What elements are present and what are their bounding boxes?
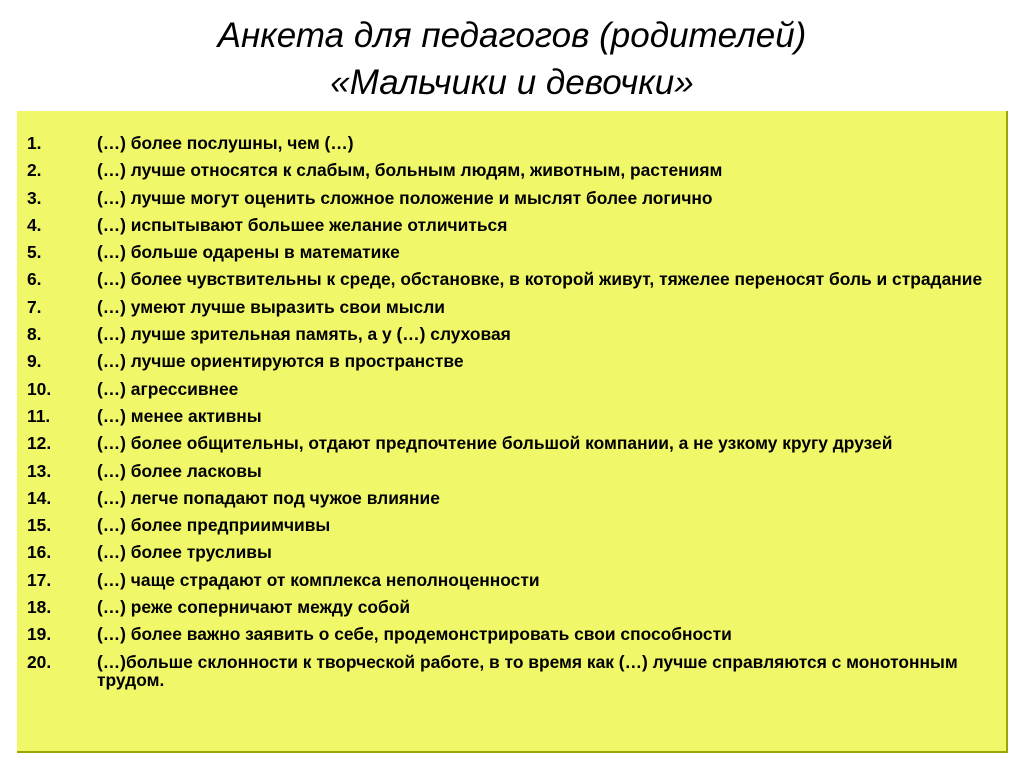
question-text: (…) агрессивнее [97,378,239,399]
title-line-1: Анкета для педагогов (родителей) [217,16,807,55]
question-text: (…) более важно заявить о себе, продемонстрировать свои способности [97,624,732,645]
question-number: 20. [27,651,52,672]
question-item [17,270,1006,289]
page-title [0,12,1024,106]
question-text: (…) более чувствительны к среде, обстановке, в которой живут, тяжелее переносят боль и страдание [97,269,983,290]
question-text: (…) испытывают большее желание отличиться [97,214,508,235]
question-text: (…) менее активны [97,405,262,426]
question-text: (…) лучше относятся к слабым, больным людям, животным, растениям [97,160,723,181]
question-number: 11. [27,405,51,426]
question-item [17,571,1006,590]
questionnaire-box [17,111,1008,753]
question-number: 3. [27,187,42,208]
question-item [17,325,1006,344]
question-number: 1. [27,133,42,153]
question-number: 15. [27,515,52,536]
question-number: 2. [27,160,42,181]
question-item [17,298,1006,317]
question-number: 17. [27,569,52,590]
question-number: 8. [27,324,42,345]
question-number: 5. [27,242,42,263]
question-item [17,216,1006,235]
question-text: (…) легче попадают под чужое влияние [97,487,440,508]
question-text: (…) лучше ориентируются в пространстве [97,351,464,372]
question-item [17,161,1006,180]
question-text: (…) чаще страдают от комплекса неполноценности [97,569,540,590]
question-number: 16. [27,542,52,563]
question-item [17,462,1006,481]
question-text: (…) умеют лучше выразить свои мысли [97,296,445,317]
question-text: (…) более ласковы [97,460,262,481]
question-item [17,653,1006,690]
question-number: 6. [27,269,42,290]
question-number: 7. [27,296,42,317]
question-item [17,543,1006,562]
question-list [17,111,1006,690]
question-item [17,407,1006,426]
question-text: (…) более предприимчивы [97,515,331,536]
question-item [17,134,1006,153]
question-number: 14. [27,487,52,508]
question-number: 13. [27,460,52,481]
question-text: (…) более трусливы [97,542,272,563]
question-number: 18. [27,597,52,618]
question-item [17,434,1006,453]
question-number: 12. [27,433,52,454]
question-text: (…) лучше могут оценить сложное положение и мыслят более логично [97,187,713,208]
question-text: (…) больше одарены в математике [97,242,400,263]
question-number: 19. [27,624,52,645]
question-item [17,380,1006,399]
question-text: (…) реже соперничают между собой [97,597,411,618]
question-text: (…) более послушны, чем (…) [97,133,354,153]
question-text: (…)больше склонности к творческой работе, в то время как (…) лучше справляются с монотонным трудом. [97,651,958,691]
question-item [17,625,1006,644]
title-line-2: «Мальчики и девочки» [330,63,694,102]
question-item [17,189,1006,208]
question-number: 9. [27,351,42,372]
question-number: 10. [27,378,52,399]
question-item [17,352,1006,371]
question-item [17,598,1006,617]
question-text: (…) лучше зрительная память, а у (…) слуховая [97,324,511,345]
question-text: (…) более общительны, отдают предпочтение большой компании, а не узкому кругу друзей [97,433,893,454]
question-item [17,243,1006,262]
question-item [17,489,1006,508]
question-item [17,516,1006,535]
question-number: 4. [27,214,42,235]
